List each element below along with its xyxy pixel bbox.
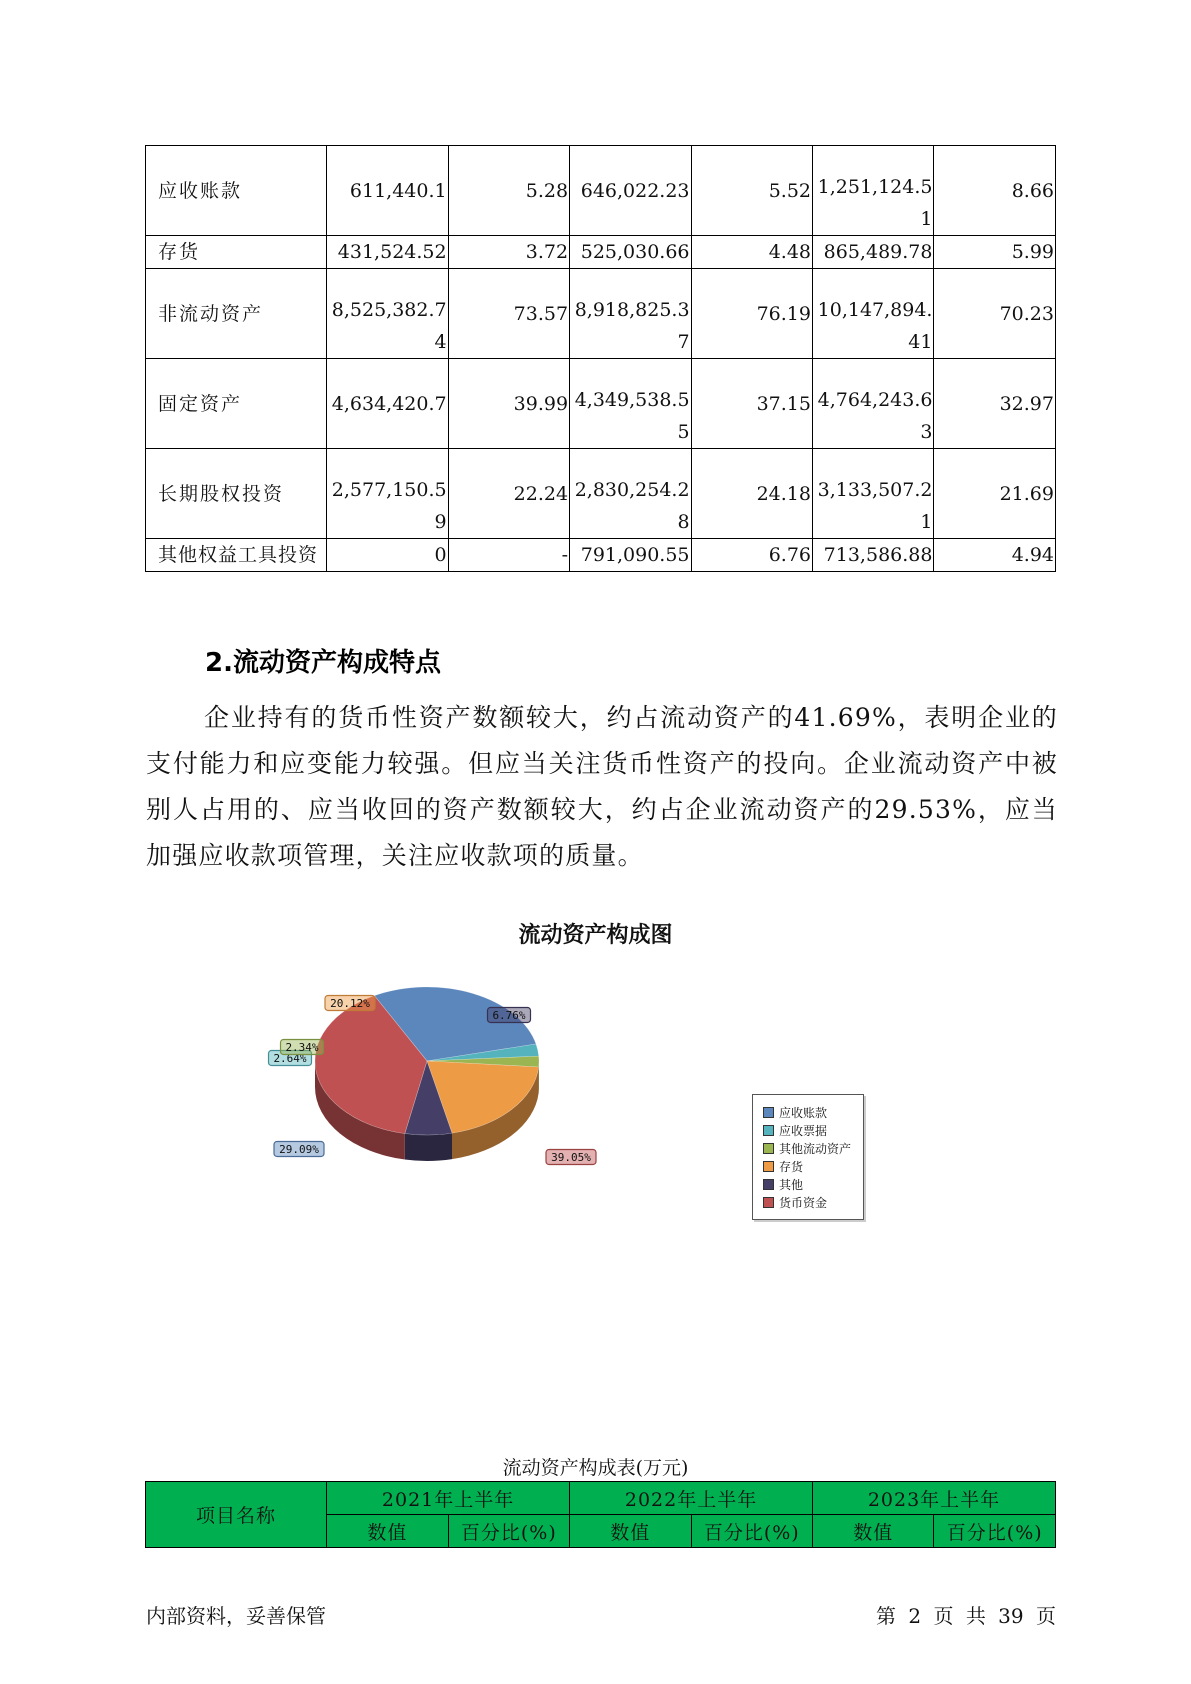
cell-2021-value: 2,577,150.59 xyxy=(327,449,448,539)
cell-2021-value: 0 xyxy=(327,539,448,572)
cell-2021-pct: - xyxy=(448,539,569,572)
row-name: 存货 xyxy=(146,236,327,269)
legend-label: 应收账款 xyxy=(779,1105,828,1120)
value-header: 数值 xyxy=(570,1515,691,1548)
pie-label: 2.34% xyxy=(285,1041,319,1054)
pct-header: 百分比(%) xyxy=(691,1515,812,1548)
legend-swatch xyxy=(763,1107,774,1118)
cell-2022-value: 8,918,825.37 xyxy=(570,269,691,359)
legend-swatch xyxy=(763,1125,774,1136)
pie-label: 29.09% xyxy=(279,1143,319,1156)
cell-2021-value: 431,524.52 xyxy=(327,236,448,269)
legend-item xyxy=(763,1139,863,1157)
table-row xyxy=(146,269,1056,359)
cell-2022-value: 4,349,538.55 xyxy=(570,359,691,449)
cell-2022-pct: 5.52 xyxy=(691,146,812,236)
legend-label: 存货 xyxy=(779,1159,804,1174)
legend-swatch xyxy=(763,1143,774,1154)
table-row xyxy=(146,539,1056,572)
cell-2023-pct: 32.97 xyxy=(934,359,1056,449)
pie-slice-side xyxy=(405,1133,452,1161)
table-row xyxy=(146,449,1056,539)
cell-2022-pct: 37.15 xyxy=(691,359,812,449)
table-row xyxy=(146,359,1056,449)
composition-table xyxy=(145,1481,1056,1548)
table-row xyxy=(146,236,1056,269)
page-number: 第 2 页 共 39 页 xyxy=(876,1604,1056,1628)
cell-2021-pct: 5.28 xyxy=(448,146,569,236)
cell-2022-pct: 24.18 xyxy=(691,449,812,539)
row-name: 长期股权投资 xyxy=(146,449,327,539)
chart-title: 流动资产构成图 xyxy=(518,923,673,948)
value-header: 数值 xyxy=(813,1515,934,1548)
cell-2022-pct: 6.76 xyxy=(691,539,812,572)
cell-2021-pct: 39.99 xyxy=(448,359,569,449)
cell-2023-pct: 4.94 xyxy=(934,539,1056,572)
row-name: 应收账款 xyxy=(146,146,327,236)
header-row xyxy=(146,1482,1056,1515)
legend-swatch xyxy=(763,1197,774,1208)
chart-legend xyxy=(752,1094,864,1220)
cell-2021-value: 4,634,420.7 xyxy=(327,359,448,449)
pie-chart xyxy=(230,975,650,1225)
row-name: 非流动资产 xyxy=(146,269,327,359)
legend-swatch xyxy=(763,1161,774,1172)
pct-header: 百分比(%) xyxy=(448,1515,569,1548)
cell-2022-value: 791,090.55 xyxy=(570,539,691,572)
legend-item xyxy=(763,1175,863,1193)
pie-label: 20.12% xyxy=(330,997,370,1010)
asset-table xyxy=(145,145,1056,572)
legend-item xyxy=(763,1121,863,1139)
cell-2022-value: 2,830,254.28 xyxy=(570,449,691,539)
cell-2022-pct: 76.19 xyxy=(691,269,812,359)
value-header: 数值 xyxy=(327,1515,448,1548)
cell-2023-value: 3,133,507.21 xyxy=(813,449,934,539)
legend-item xyxy=(763,1103,863,1121)
pct-header: 百分比(%) xyxy=(934,1515,1056,1548)
cell-2023-pct: 70.23 xyxy=(934,269,1056,359)
pie-label: 2.64% xyxy=(273,1052,307,1065)
cell-2023-value: 10,147,894.41 xyxy=(813,269,934,359)
year-header: 2021年上半年 xyxy=(327,1482,570,1515)
section-paragraph: 企业持有的货币性资产数额较大，约占流动资产的41.69%，表明企业的支付能力和应变能力较强。但应当关注货币性资产的投向。企业流动资产中被别人占用的、应当收回的资产数额较大，约占企业流动资产的29.53%，应当加强应收款项管理，关注应收款项的质量。 xyxy=(146,703,1058,870)
cell-2021-value: 8,525,382.74 xyxy=(327,269,448,359)
table-row xyxy=(146,146,1056,236)
cell-2021-pct: 73.57 xyxy=(448,269,569,359)
cell-2023-value: 713,586.88 xyxy=(813,539,934,572)
cell-2021-value: 611,440.1 xyxy=(327,146,448,236)
legend-swatch xyxy=(763,1179,774,1190)
cell-2022-value: 525,030.66 xyxy=(570,236,691,269)
section-heading: 2.流动资产构成特点 xyxy=(205,648,441,678)
cell-2022-pct: 4.48 xyxy=(691,236,812,269)
footer-note: 内部资料，妥善保管 xyxy=(146,1604,326,1628)
legend-label: 其他 xyxy=(779,1177,804,1192)
year-header: 2023年上半年 xyxy=(813,1482,1056,1515)
legend-label: 其他流动资产 xyxy=(779,1141,852,1156)
cell-2023-value: 865,489.78 xyxy=(813,236,934,269)
pie-label: 39.05% xyxy=(551,1151,591,1164)
item-name-header: 项目名称 xyxy=(146,1482,327,1548)
cell-2023-pct: 8.66 xyxy=(934,146,1056,236)
year-header: 2022年上半年 xyxy=(570,1482,813,1515)
legend-label: 应收票据 xyxy=(779,1123,828,1138)
cell-2023-value: 1,251,124.51 xyxy=(813,146,934,236)
table-caption: 流动资产构成表(万元) xyxy=(502,1457,689,1479)
cell-2023-pct: 5.99 xyxy=(934,236,1056,269)
legend-item xyxy=(763,1157,863,1175)
cell-2023-pct: 21.69 xyxy=(934,449,1056,539)
cell-2021-pct: 22.24 xyxy=(448,449,569,539)
row-name: 其他权益工具投资 xyxy=(146,539,327,572)
legend-item xyxy=(763,1193,863,1211)
legend-label: 货币资金 xyxy=(779,1195,828,1210)
pie-label: 6.76% xyxy=(492,1009,526,1022)
row-name: 固定资产 xyxy=(146,359,327,449)
cell-2022-value: 646,022.23 xyxy=(570,146,691,236)
cell-2021-pct: 3.72 xyxy=(448,236,569,269)
cell-2023-value: 4,764,243.63 xyxy=(813,359,934,449)
